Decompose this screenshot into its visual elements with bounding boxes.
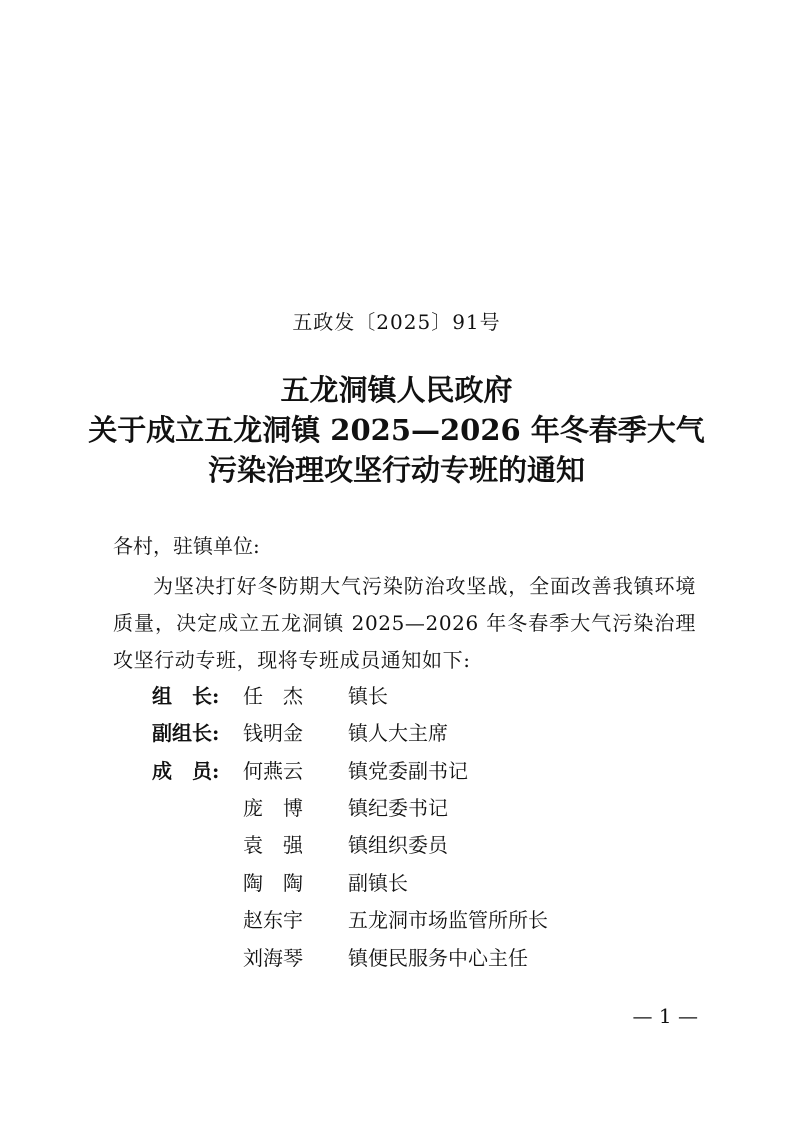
member-name: 赵东宇 xyxy=(243,908,303,932)
title-line-3: 污染治理攻坚行动专班的通知 xyxy=(207,453,585,487)
member-name: 陶 陶 xyxy=(243,871,303,895)
member-position: 镇纪委书记 xyxy=(348,796,448,820)
member-position: 副镇长 xyxy=(348,871,408,895)
member-name: 何燕云 xyxy=(243,759,303,783)
member-row xyxy=(0,829,793,859)
document-number: 五政发〔2025〕91号 xyxy=(292,310,501,334)
document-title xyxy=(0,370,793,490)
member-position: 镇党委副书记 xyxy=(348,759,468,783)
member-row xyxy=(0,942,793,972)
page-number: — 1 — xyxy=(632,1004,698,1028)
title-line-2: 关于成立五龙洞镇 2025—2026 年冬春季大气 xyxy=(88,413,705,447)
member-position: 五龙洞市场监管所所长 xyxy=(348,908,548,932)
salutation: 各村，驻镇单位: xyxy=(113,534,260,558)
title-line-1: 五龙洞镇人民政府 xyxy=(280,373,513,407)
member-name: 钱明金 xyxy=(243,721,303,745)
member-row xyxy=(0,717,793,747)
member-row xyxy=(0,755,793,785)
member-position: 镇长 xyxy=(348,684,388,708)
member-name: 庞 博 xyxy=(243,796,303,820)
body-paragraph: 为坚决打好冬防期大气污染防治攻坚战，全面改善我镇环境质量，决定成立五龙洞镇 2025—2026 年冬春季大气污染治理攻坚行动专班，现将专班成员通知如下: xyxy=(113,574,696,672)
member-position: 镇便民服务中心主任 xyxy=(348,946,528,970)
member-role: 成 员: xyxy=(152,759,220,783)
member-position: 镇人大主席 xyxy=(348,721,448,745)
member-position: 镇组织委员 xyxy=(348,833,448,857)
member-row xyxy=(0,867,793,897)
member-row xyxy=(0,904,793,934)
member-row xyxy=(0,792,793,822)
member-name: 刘海琴 xyxy=(243,946,303,970)
member-name: 袁 强 xyxy=(243,833,303,857)
member-name: 任 杰 xyxy=(243,684,303,708)
member-row xyxy=(0,680,793,710)
member-role: 组 长: xyxy=(152,684,220,708)
member-role: 副组长: xyxy=(152,721,220,745)
